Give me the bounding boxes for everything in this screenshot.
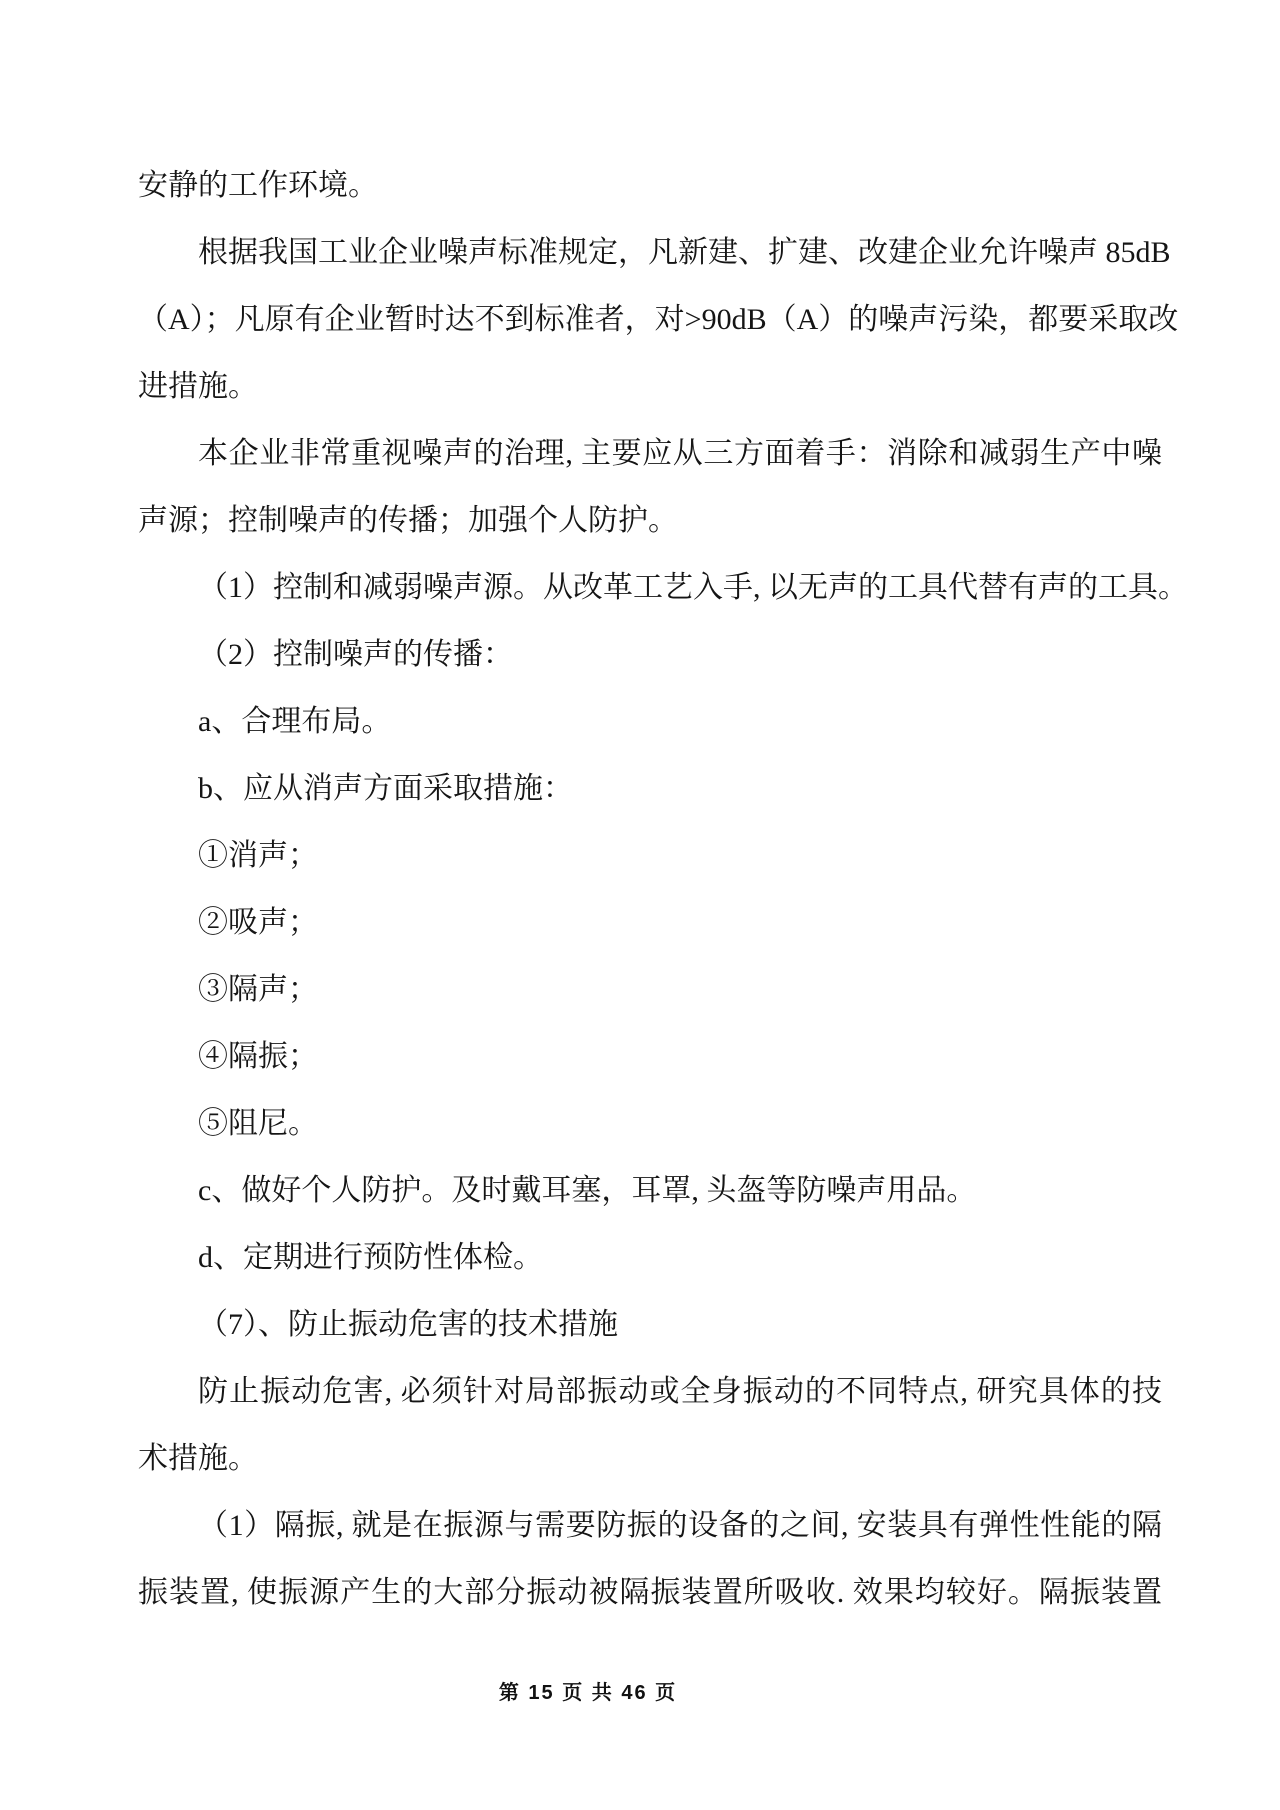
text-line: （1）隔振, 就是在振源与需要防振的设备的之间, 安装具有弹性性能的隔	[198, 1509, 1162, 1542]
text-line: （1）控制和减弱噪声源。从改革工艺入手, 以无声的工具代替有声的工具。	[198, 571, 1188, 604]
page-number-text: 第 15 页 共 46 页	[498, 1682, 678, 1704]
text-line: ④隔振；	[198, 1040, 318, 1073]
text-line: b、应从消声方面采取措施：	[198, 772, 573, 805]
text-line: ③隔声；	[198, 973, 318, 1006]
text-line: ⑤阻尼。	[198, 1107, 318, 1140]
document-body	[138, 152, 1188, 1626]
text-line: 声源；控制噪声的传播；加强个人防护。	[138, 504, 678, 537]
text-line: ②吸声；	[198, 906, 318, 939]
text-line: 术措施。	[138, 1442, 258, 1475]
text-line: c、做好个人防护。及时戴耳塞，耳罩, 头盔等防噪声用品。	[198, 1174, 977, 1207]
text-line: （7）、防止振动危害的技术措施	[198, 1308, 618, 1341]
text-line: 振装置, 使振源产生的大部分振动被隔振装置所吸收. 效果均较好。隔振装置	[138, 1576, 1162, 1609]
text-line: d、定期进行预防性体检。	[198, 1241, 543, 1274]
text-line: （2）控制噪声的传播：	[198, 638, 513, 671]
page-footer	[0, 1678, 1228, 1708]
text-line: ①消声；	[198, 839, 318, 872]
text-line: 安静的工作环境。	[138, 169, 378, 202]
text-line: （A）；凡原有企业暂时达不到标准者，对>90dB（A）的噪声污染，都要采取改	[138, 303, 1179, 336]
text-line: 进措施。	[138, 370, 258, 403]
text-line: a、合理布局。	[198, 705, 392, 738]
text-line: 本企业非常重视噪声的治理, 主要应从三方面着手：消除和减弱生产中噪	[198, 437, 1162, 470]
text-line: 根据我国工业企业噪声标准规定，凡新建、扩建、改建企业允许噪声 85dB	[198, 236, 1171, 269]
text-line: 防止振动危害, 必须针对局部振动或全身振动的不同特点, 研究具体的技	[198, 1375, 1162, 1408]
